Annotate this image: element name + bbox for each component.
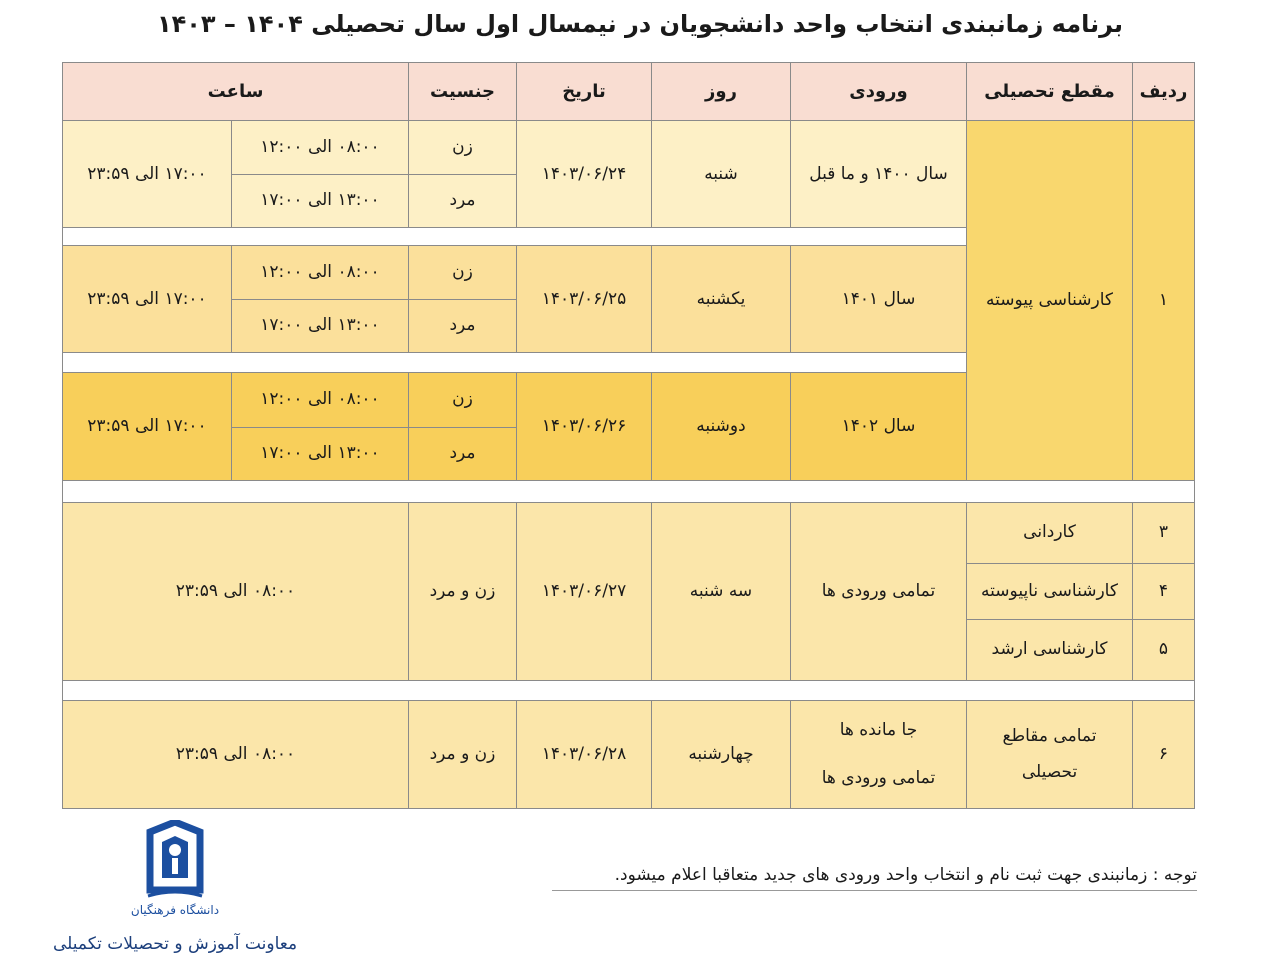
header-time: ساعت (63, 63, 409, 121)
date-cell: ۱۴۰۳/۰۶/۲۷ (517, 503, 652, 680)
time-cell-women: ۰۸:۰۰ الی ۱۲:۰۰ (232, 373, 409, 427)
separator (63, 481, 1195, 503)
department-label: معاونت آموزش و تحصیلات تکمیلی (52, 934, 298, 954)
level-cell: کارشناسی پیوسته (967, 121, 1133, 481)
header-day: روز (652, 63, 791, 121)
day-cell: چهارشنبه (652, 701, 791, 809)
header-row (63, 63, 1195, 121)
level-cell (967, 701, 1133, 809)
footnote: توجه : زمانبندی جهت ثبت نام و انتخاب واحد ورودی های جدید متعاقبا اعلام میشود. (552, 860, 1197, 891)
logo-text: دانشگاه فرهنگیان (130, 903, 220, 917)
table-row (63, 503, 1195, 563)
day-cell: شنبه (652, 121, 791, 228)
date-cell: ۱۴۰۳/۰۶/۲۵ (517, 246, 652, 353)
day-cell: دوشنبه (652, 373, 791, 481)
table-row (63, 121, 1195, 174)
separator (63, 353, 967, 373)
gender-cell-men: مرد (409, 174, 517, 227)
gender-cell: زن و مرد (409, 701, 517, 809)
level-cell: کارشناسی ناپیوسته (967, 563, 1133, 619)
time-cell: ۰۸:۰۰ الی ۲۳:۵۹ (63, 503, 409, 680)
page-title: برنامه زمانبندی انتخاب واحد دانشجویان در نیمسال اول سال تحصیلی ۱۴۰۴ – ۱۴۰۳ (156, 10, 1124, 38)
university-logo (120, 820, 230, 920)
time-cell-men: ۱۳:۰۰ الی ۱۷:۰۰ (232, 299, 409, 352)
level-line-2: تحصیلی (1021, 761, 1078, 782)
time-cell-men: ۱۳:۰۰ الی ۱۷:۰۰ (232, 427, 409, 480)
separator-row (63, 481, 1195, 503)
gender-cell-women: زن (409, 121, 517, 174)
entry-line-1: جا مانده ها (839, 720, 918, 741)
row-number-cell: ۶ (1133, 701, 1195, 809)
day-cell: سه شنبه (652, 503, 791, 680)
row-number-cell: ۱ (1133, 121, 1195, 481)
row-number-cell: ۴ (1133, 563, 1195, 619)
row-number-cell: ۳ (1133, 503, 1195, 563)
header-gender: جنسیت (409, 63, 517, 121)
separator-row (63, 680, 1195, 700)
header-entry: ورودی (791, 63, 967, 121)
evening-time-cell: ۱۷:۰۰ الی ۲۳:۵۹ (63, 246, 232, 353)
evening-time-cell: ۱۷:۰۰ الی ۲۳:۵۹ (63, 121, 232, 228)
entry-line-2: تمامی ورودی ها (821, 767, 936, 788)
entry-cell (791, 701, 967, 809)
date-cell: ۱۴۰۳/۰۶/۲۸ (517, 701, 652, 809)
entry-cell: سال ۱۴۰۰ و ما قبل (791, 121, 967, 228)
separator (63, 680, 1195, 700)
schedule-table (62, 62, 1195, 809)
table-row (63, 701, 1195, 809)
date-cell: ۱۴۰۳/۰۶/۲۶ (517, 373, 652, 481)
gender-cell-women: زن (409, 246, 517, 299)
level-line-1: تمامی مقاطع (1002, 726, 1097, 747)
entry-cell: سال ۱۴۰۲ (791, 373, 967, 481)
gender-cell-men: مرد (409, 299, 517, 352)
day-cell: یکشنبه (652, 246, 791, 353)
time-cell: ۰۸:۰۰ الی ۲۳:۵۹ (63, 701, 409, 809)
gender-cell-men: مرد (409, 427, 517, 480)
header-row-no: ردیف (1133, 63, 1195, 121)
time-cell-women: ۰۸:۰۰ الی ۱۲:۰۰ (232, 121, 409, 174)
level-cell: کاردانی (967, 503, 1133, 563)
university-logo-icon (120, 820, 230, 920)
header-level: مقطع تحصیلی (967, 63, 1133, 121)
header-date: تاریخ (517, 63, 652, 121)
row-number-cell: ۵ (1133, 620, 1195, 680)
gender-cell-women: زن (409, 373, 517, 427)
separator (63, 228, 967, 246)
level-cell: کارشناسی ارشد (967, 620, 1133, 680)
entry-cell: سال ۱۴۰۱ (791, 246, 967, 353)
evening-time-cell: ۱۷:۰۰ الی ۲۳:۵۹ (63, 373, 232, 481)
gender-cell: زن و مرد (409, 503, 517, 680)
date-cell: ۱۴۰۳/۰۶/۲۴ (517, 121, 652, 228)
time-cell-women: ۰۸:۰۰ الی ۱۲:۰۰ (232, 246, 409, 299)
entry-cell: تمامی ورودی ها (791, 503, 967, 680)
time-cell-men: ۱۳:۰۰ الی ۱۷:۰۰ (232, 174, 409, 227)
